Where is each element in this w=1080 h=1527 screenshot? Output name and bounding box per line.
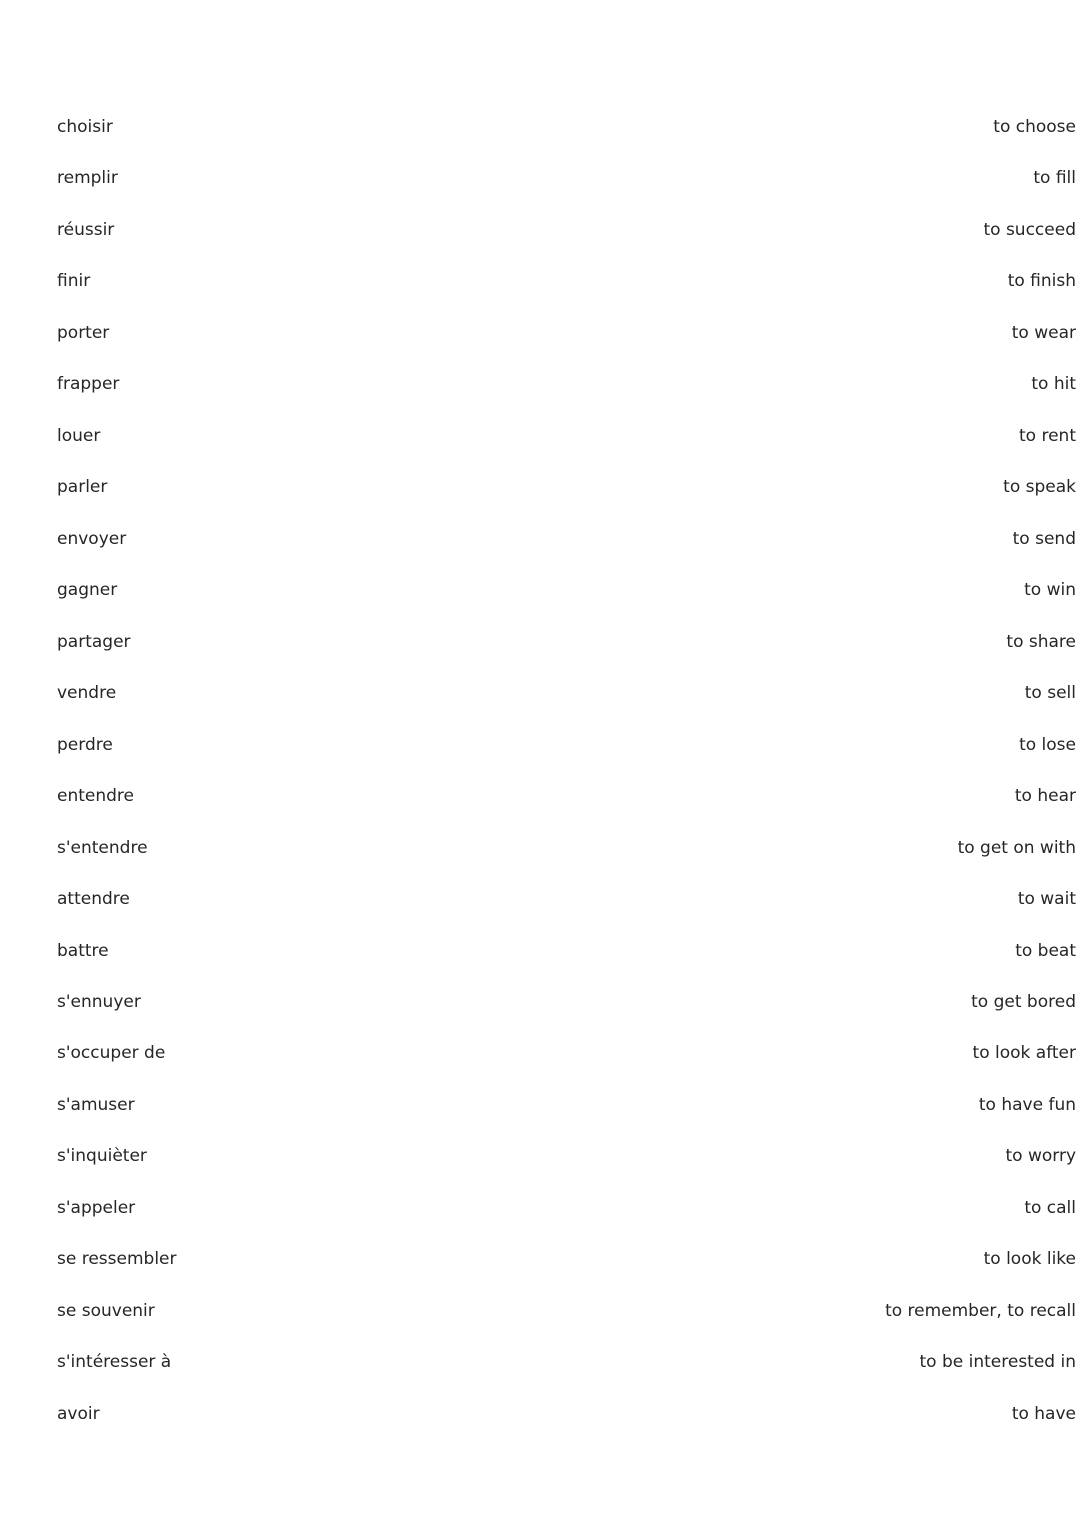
vocab-row xyxy=(57,617,1076,668)
definition-text: to be interested in xyxy=(919,1352,1076,1373)
term-text: s'amuser xyxy=(57,1094,135,1115)
definition-text: to finish xyxy=(1007,271,1076,292)
vocab-row xyxy=(57,411,1076,462)
term-text: battre xyxy=(57,940,109,961)
definition-text: to succeed xyxy=(983,219,1076,240)
vocab-list xyxy=(57,102,1076,1440)
term-text: s'entendre xyxy=(57,837,148,858)
definition-text: to send xyxy=(1012,528,1076,549)
term-text: finir xyxy=(57,271,91,292)
vocab-row xyxy=(57,926,1076,977)
definition-text: to lose xyxy=(1019,734,1076,755)
vocab-row xyxy=(57,1131,1076,1182)
term-text: choisir xyxy=(57,117,113,137)
term-text: se ressembler xyxy=(57,1249,177,1270)
definition-text: to rent xyxy=(1019,425,1076,446)
vocab-row xyxy=(57,720,1076,771)
vocab-row xyxy=(57,1389,1076,1440)
term-text: s'appeler xyxy=(57,1197,136,1218)
definition-text: to hear xyxy=(1014,786,1076,807)
vocab-row xyxy=(57,1337,1076,1388)
term-text: porter xyxy=(57,322,110,343)
definition-text: to win xyxy=(1024,580,1076,601)
definition-text: to have xyxy=(1011,1403,1076,1424)
definition-text: to get on with xyxy=(957,837,1076,858)
definition-text: to get bored xyxy=(971,991,1076,1012)
vocab-row xyxy=(57,205,1076,256)
vocab-row xyxy=(57,1234,1076,1285)
definition-text: to worry xyxy=(1005,1146,1076,1167)
definition-text: to look after xyxy=(972,1043,1076,1064)
vocab-row xyxy=(57,823,1076,874)
term-text: louer xyxy=(57,425,101,446)
term-text: envoyer xyxy=(57,528,127,549)
vocab-row xyxy=(57,874,1076,925)
vocab-row xyxy=(57,1183,1076,1234)
vocab-row xyxy=(57,256,1076,307)
vocab-row xyxy=(57,771,1076,822)
term-text: remplir xyxy=(57,168,118,189)
vocab-row xyxy=(57,1028,1076,1079)
definition-text: to remember, to recall xyxy=(885,1300,1076,1321)
vocab-row xyxy=(57,1080,1076,1131)
term-text: se souvenir xyxy=(57,1300,155,1321)
vocab-row xyxy=(57,1286,1076,1337)
vocab-row xyxy=(57,359,1076,410)
definition-text: to choose xyxy=(993,117,1076,137)
term-text: partager xyxy=(57,631,131,652)
definition-text: to hit xyxy=(1031,374,1076,395)
term-text: parler xyxy=(57,477,108,498)
definition-text: to speak xyxy=(1003,477,1076,498)
vocab-row xyxy=(57,977,1076,1028)
term-text: frapper xyxy=(57,374,120,395)
term-text: perdre xyxy=(57,734,113,755)
definition-text: to look like xyxy=(983,1249,1076,1270)
term-text: avoir xyxy=(57,1403,100,1424)
vocab-row xyxy=(57,565,1076,616)
definition-text: to sell xyxy=(1024,683,1076,704)
definition-text: to wear xyxy=(1011,322,1076,343)
vocab-row xyxy=(57,462,1076,513)
definition-text: to share xyxy=(1006,631,1076,652)
term-text: réussir xyxy=(57,219,115,240)
vocab-row xyxy=(57,514,1076,565)
definition-text: to beat xyxy=(1015,940,1076,961)
term-text: attendre xyxy=(57,889,130,910)
definition-text: to have fun xyxy=(978,1094,1076,1115)
term-text: s'occuper de xyxy=(57,1043,166,1064)
vocab-row xyxy=(57,668,1076,719)
definition-text: to call xyxy=(1024,1197,1076,1218)
definition-text: to fill xyxy=(1033,168,1076,189)
definition-text: to wait xyxy=(1017,889,1076,910)
vocab-row xyxy=(57,153,1076,204)
term-text: vendre xyxy=(57,683,117,704)
term-text: entendre xyxy=(57,786,134,807)
term-text: gagner xyxy=(57,580,118,601)
term-text: s'intéresser à xyxy=(57,1352,172,1373)
term-text: s'inquièter xyxy=(57,1146,147,1167)
term-text: s'ennuyer xyxy=(57,991,141,1012)
vocab-row xyxy=(57,102,1076,153)
vocab-row xyxy=(57,308,1076,359)
